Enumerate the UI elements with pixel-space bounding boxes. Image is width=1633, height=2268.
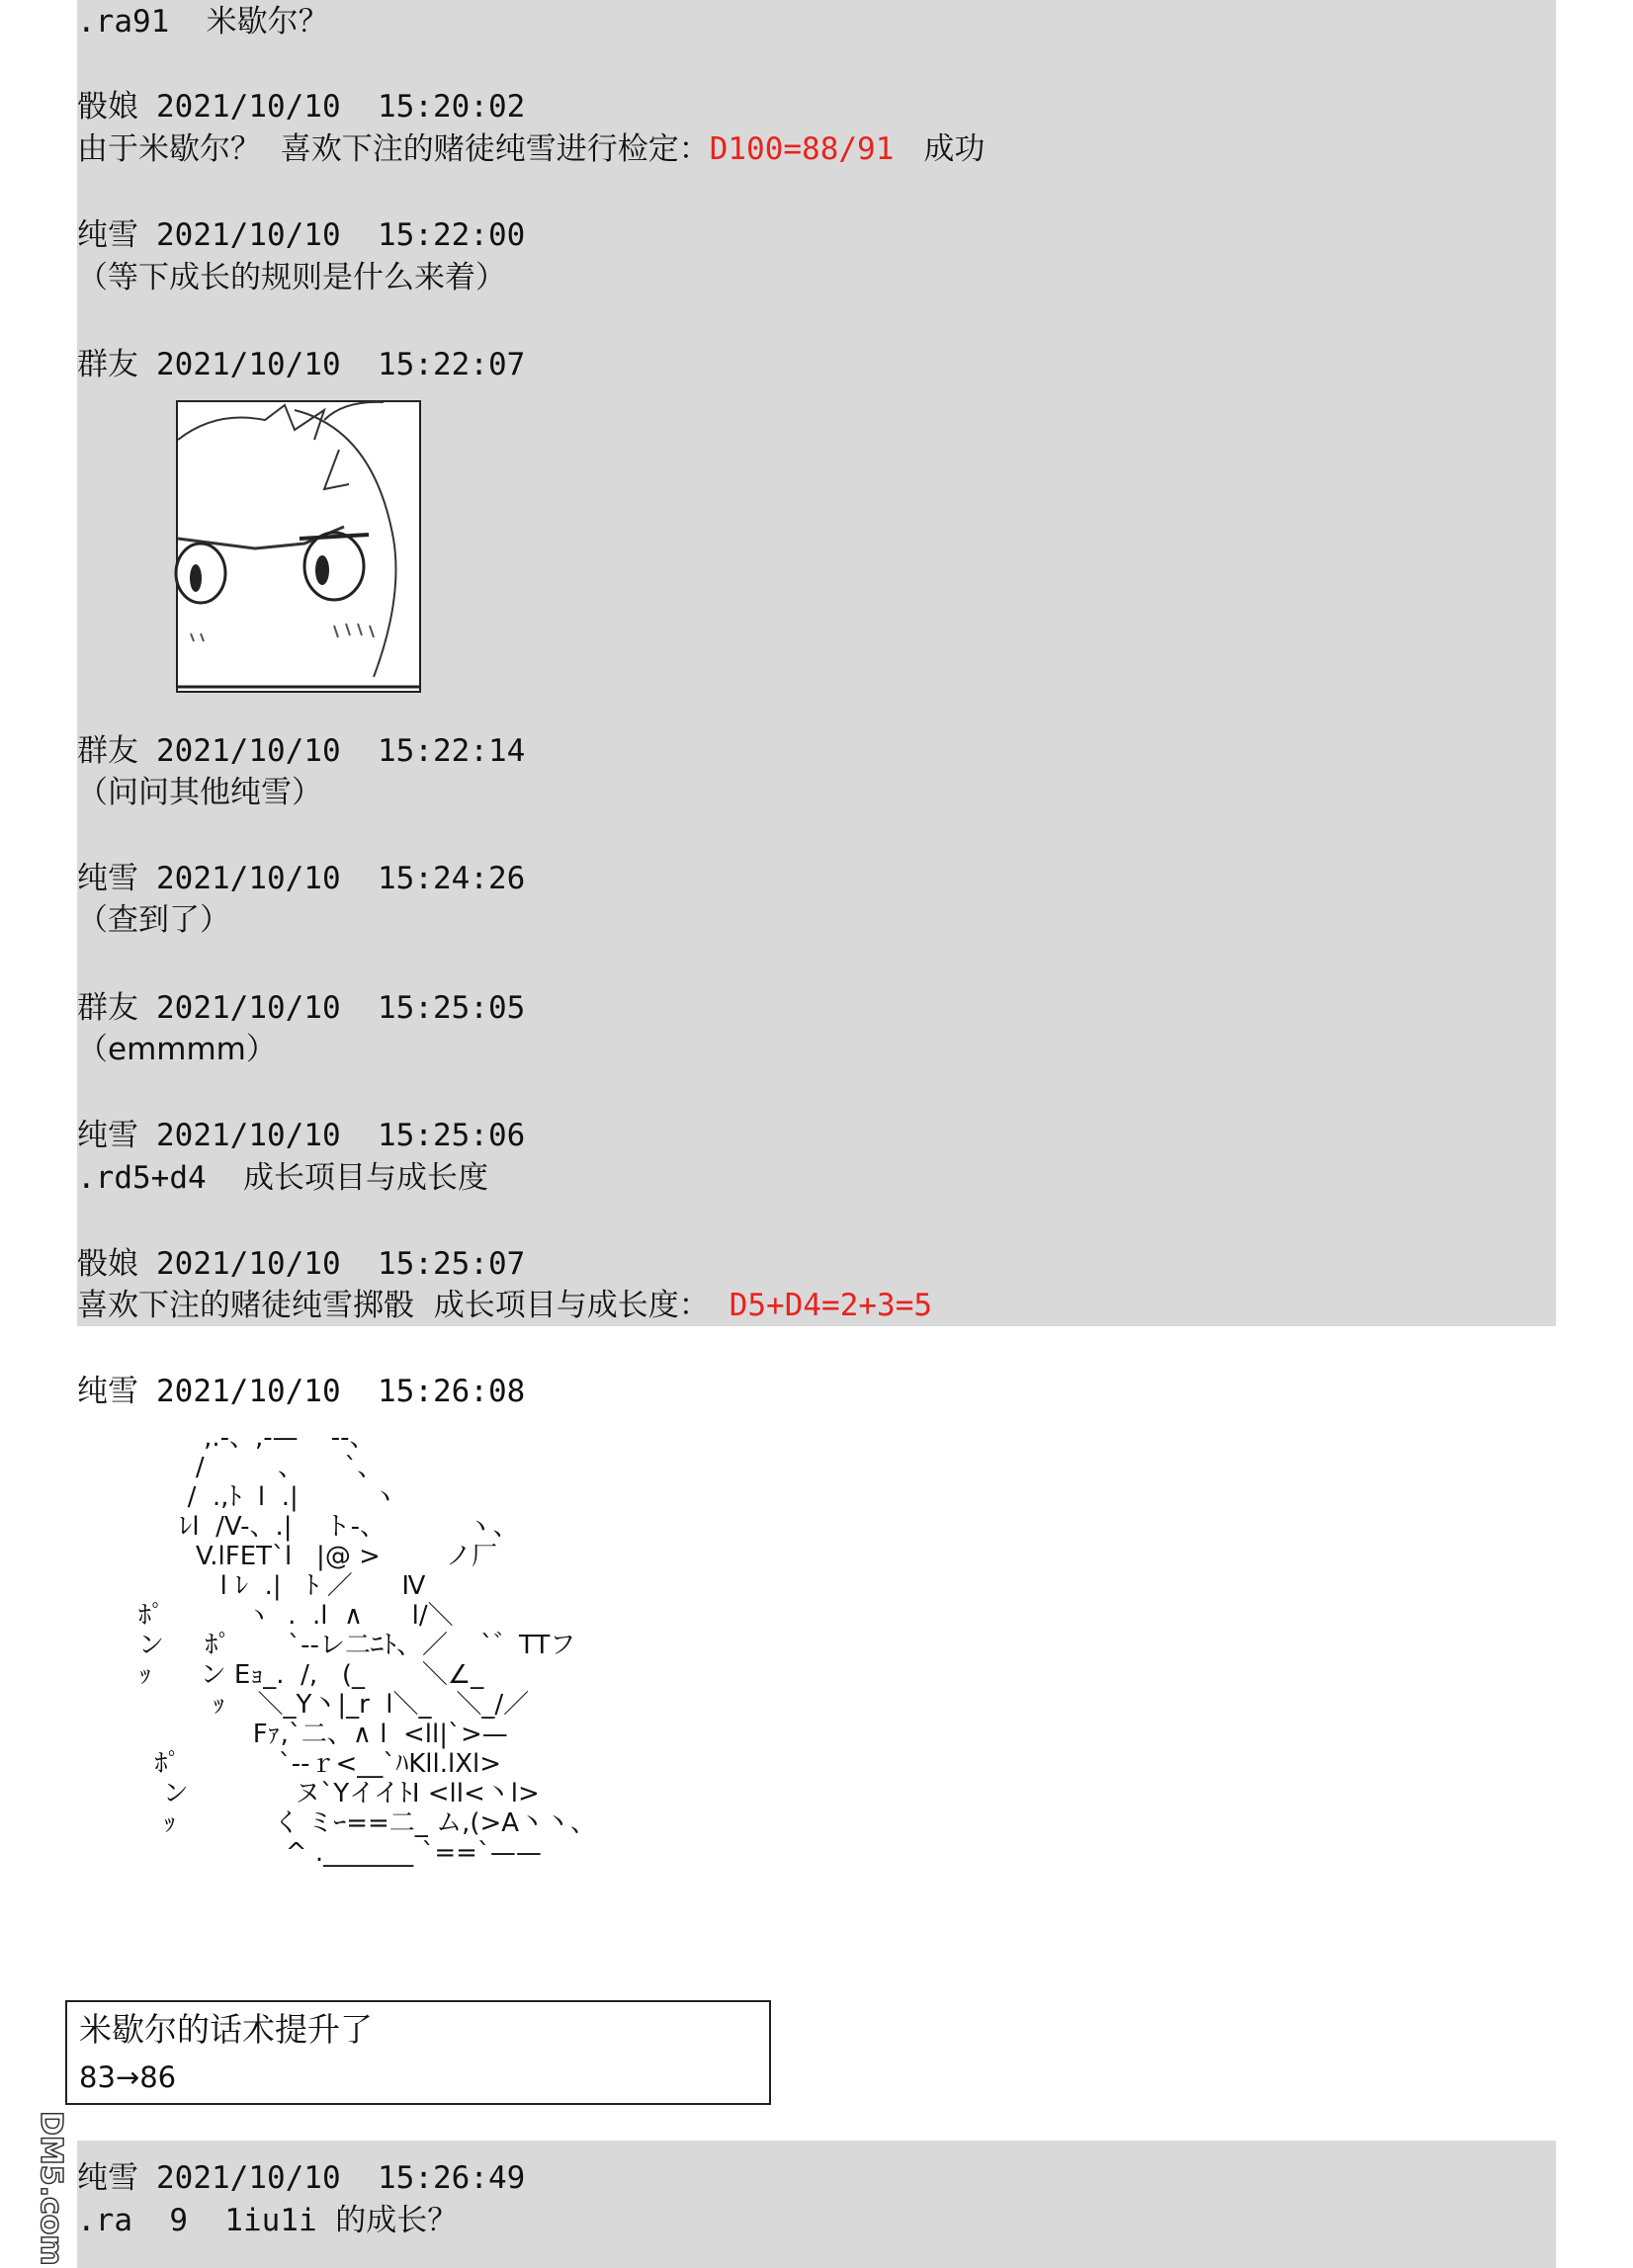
message-text: .ra91 米歇尔？ (77, 4, 329, 40)
check-result: 成功 (923, 131, 986, 167)
skill-growth-value: 83→86 (79, 2060, 177, 2094)
message-text: .rd5+d4 成长项目与成长度 (77, 1160, 488, 1196)
skill-growth-title: 米歇尔的话术提升了 (79, 2010, 373, 2049)
timestamp: 2021/10/10 15:26:08 (156, 1374, 526, 1409)
dm5-watermark-logo (10, 2107, 68, 2266)
sender-name: 纯雪 (77, 217, 138, 253)
timestamp: 2021/10/10 15:24:26 (156, 861, 526, 896)
skill-growth-box (65, 2000, 771, 2105)
ascii-art: ,.-、,-— --、 / 、 `、 / .,ﾄ l .| ヽ ﾚl /V-、.| ト-、 ヽ、 V.lFET`l |@ > ノ厂 l ﾚ .| ﾄ ／ Ⅳ ﾎﾟ ヽ . .l ∧ l/＼ ン ﾎﾟ `--レ二ﾆﾄ、／ `゛TTフ ｯ ン Eｮ_. /, (_ ＼∠_ ｯ ＼_Y丶|_r l＼_ ＼_/／ Fｧ,`二、∧ l <ll|`>— ﾎﾟ `‐‐ｒ<__`ﾊKll.lXl> ン ヌ`YイイﾄI <ll<丶l> ｯ く ミｰ==二_ ム,(>A丶丶、 ^ ._______ `==`—— (138, 1423, 597, 1868)
message-header (77, 859, 525, 898)
chat-log-panel-1 (77, 0, 1556, 1326)
timestamp: 2021/10/10 15:22:14 (156, 733, 526, 769)
message-header (77, 1116, 525, 1155)
timestamp: 2021/10/10 15:25:06 (156, 1118, 526, 1153)
message-text: （问问其他纯雪） (77, 775, 322, 810)
message-text: （查到了） (77, 902, 230, 938)
watermark-text: DM5.com (34, 2111, 68, 2266)
message-header (77, 1244, 525, 1284)
timestamp: 2021/10/10 15:20:02 (156, 89, 526, 125)
sender-name: 纯雪 (77, 2160, 138, 2196)
timestamp: 2021/10/10 15:22:00 (156, 217, 526, 253)
dice-roll-result: D100=88/91 (709, 131, 895, 167)
timestamp: 2021/10/10 15:25:07 (156, 1246, 526, 1282)
chat-log-panel-3 (77, 2141, 1556, 2268)
message-text: （等下成长的规则是什么来着） (77, 260, 506, 295)
timestamp: 2021/10/10 15:25:05 (156, 990, 526, 1026)
sender-name: 群友 (77, 733, 138, 769)
message-header (77, 345, 525, 384)
message-header (77, 87, 525, 126)
message-header (77, 988, 525, 1028)
sender-name: 群友 (77, 990, 138, 1026)
sender-name: 纯雪 (77, 1118, 138, 1153)
message-header (77, 215, 525, 255)
message-text: （emmmm） (77, 1032, 277, 1067)
timestamp: 2021/10/10 15:22:07 (156, 347, 526, 382)
sender-name: 骰娘 (77, 1246, 138, 1282)
sender-name: 骰娘 (77, 89, 138, 125)
message-text: 喜欢下注的赌徒纯雪掷骰 成长项目与成长度： D5+D4=2+3=5 (77, 1288, 933, 1323)
timestamp: 2021/10/10 15:26:49 (156, 2160, 526, 2196)
sender-name: 群友 (77, 347, 138, 382)
dice-roll-result: D5+D4=2+3=5 (729, 1288, 933, 1323)
message-text: .ra 9 1iu1i 的成长？ (77, 2203, 459, 2238)
message-header (77, 1372, 525, 1411)
message-header (77, 731, 525, 771)
message-text: 由于米歇尔？ 喜欢下注的赌徒纯雪进行检定：D100=88/91 成功 (77, 131, 986, 167)
sender-name: 纯雪 (77, 861, 138, 896)
sender-name: 纯雪 (77, 1374, 138, 1409)
message-header (77, 2158, 525, 2198)
sticker-image (176, 400, 421, 693)
